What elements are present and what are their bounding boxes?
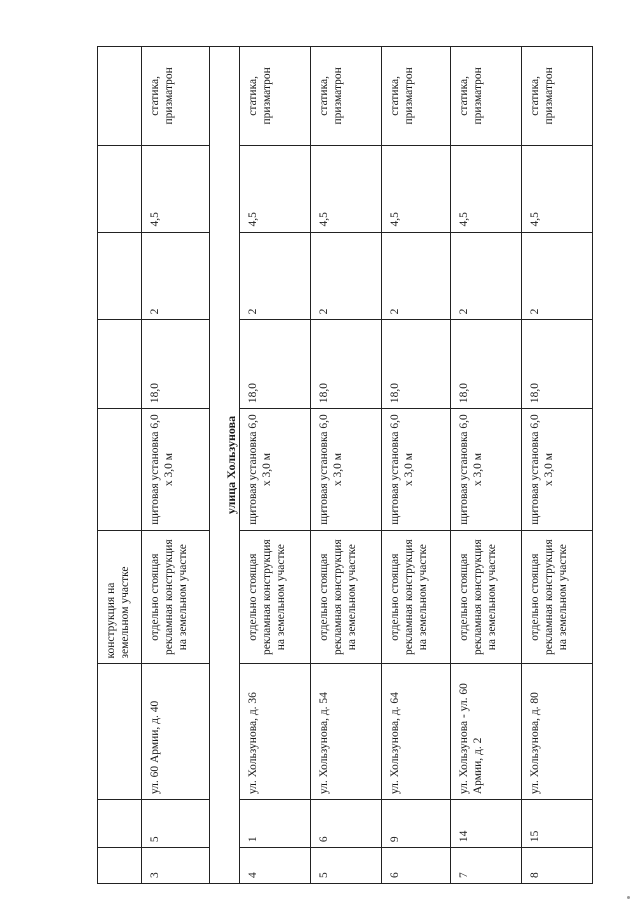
cell-sides: 2 xyxy=(240,232,310,320)
cell-sides: 2 xyxy=(142,232,209,320)
cell-id: 9 xyxy=(382,799,450,847)
cell-kind: щитовая установка 6,0 х 3,0 м xyxy=(142,408,209,530)
cell-material: статика, призматрон xyxy=(529,67,555,125)
cell-height: 4,5 xyxy=(451,145,521,232)
scan-dot xyxy=(627,896,630,899)
cell-area: 18,0 xyxy=(311,319,381,408)
cell-sides: 2 xyxy=(311,232,381,320)
cell-id: 5 xyxy=(142,799,209,847)
street-heading: улица Хользунова xyxy=(224,415,238,515)
cell-type: отдельно стоящая рекламная конструкция на земельном участке xyxy=(522,530,592,664)
rotated-page xyxy=(97,46,593,884)
cell-kind: щитовая установка 6,0 х 3,0 м xyxy=(382,408,450,530)
cell-address: ул. Хользунова, д. 64 xyxy=(382,664,450,800)
cell-material xyxy=(98,47,141,145)
table-row xyxy=(381,46,450,884)
cell-kind: щитовая установка 6,0 х 3,0 м xyxy=(522,408,592,530)
table-row-continuation xyxy=(97,46,141,884)
cell-num: 6 xyxy=(382,847,450,883)
cell-num: 7 xyxy=(451,847,521,883)
cell-address xyxy=(98,664,141,800)
cell-height: 4,5 xyxy=(142,145,209,232)
cell-id xyxy=(98,799,141,847)
cell-address: ул. Хользунова, д. 80 xyxy=(522,664,592,800)
cell-material: статика, призматрон xyxy=(149,67,175,125)
cell-id: 1 xyxy=(240,799,310,847)
cell-material: статика, призматрон xyxy=(389,67,415,125)
cell-material: статика, призматрон xyxy=(318,67,344,125)
cell-kind xyxy=(98,408,141,530)
cell-area: 18,0 xyxy=(522,319,592,408)
cell-height: 4,5 xyxy=(522,145,592,232)
cell-kind: щитовая установка 6,0 х 3,0 м xyxy=(311,408,381,530)
cell-id: 6 xyxy=(311,799,381,847)
table-row xyxy=(141,46,209,884)
table-row xyxy=(450,46,521,884)
cell-type: отдельно стоящая рекламная конструкция на земельном участке xyxy=(240,530,310,664)
cell-type: отдельно стоящая рекламная конструкция на земельном участке xyxy=(451,530,521,664)
document-table xyxy=(97,46,593,884)
cell-num: 8 xyxy=(522,847,592,883)
table-row xyxy=(239,46,310,884)
cell-height: 4,5 xyxy=(311,145,381,232)
cell-address: ул. 60 Армии, д. 40 xyxy=(142,664,209,800)
cell-type: отдельно стоящая рекламная конструкция на земельном участке xyxy=(311,530,381,664)
cell-area: 18,0 xyxy=(240,319,310,408)
cell-address: ул. Хользунова, д. 36 xyxy=(240,664,310,800)
table-row xyxy=(310,46,381,884)
cell-address: ул. Хользунова - ул. 60 Армии, д. 2 xyxy=(451,664,521,800)
cell-type: отдельно стоящая рекламная конструкция на земельном участке xyxy=(382,530,450,664)
cell-height xyxy=(98,145,141,232)
cell-sides: 2 xyxy=(522,232,592,320)
cell-kind: щитовая установка 6,0 х 3,0 м xyxy=(451,408,521,530)
cell-height: 4,5 xyxy=(240,145,310,232)
cell-sides xyxy=(98,232,141,320)
cell-material: статика, призматрон xyxy=(458,67,484,125)
cell-height: 4,5 xyxy=(382,145,450,232)
cell-address: ул. Хользунова, д. 54 xyxy=(311,664,381,800)
cell-kind: щитовая установка 6,0 х 3,0 м xyxy=(240,408,310,530)
cell-material: статика, призматрон xyxy=(247,67,273,125)
cell-id: 14 xyxy=(451,799,521,847)
table-row xyxy=(521,46,593,884)
cell-type: отдельно стоящая рекламная конструкция на земельном участке xyxy=(142,530,209,664)
cell-sides: 2 xyxy=(382,232,450,320)
cell-area: 18,0 xyxy=(451,319,521,408)
cell-num: 3 xyxy=(142,847,209,883)
cell-sides: 2 xyxy=(451,232,521,320)
cell-num xyxy=(98,847,141,883)
cell-id: 15 xyxy=(522,799,592,847)
cell-type: конструкция на земельном участке xyxy=(98,530,141,664)
cell-area: 18,0 xyxy=(142,319,209,408)
cell-num: 5 xyxy=(311,847,381,883)
cell-area xyxy=(98,319,141,408)
cell-num: 4 xyxy=(240,847,310,883)
cell-area: 18,0 xyxy=(382,319,450,408)
